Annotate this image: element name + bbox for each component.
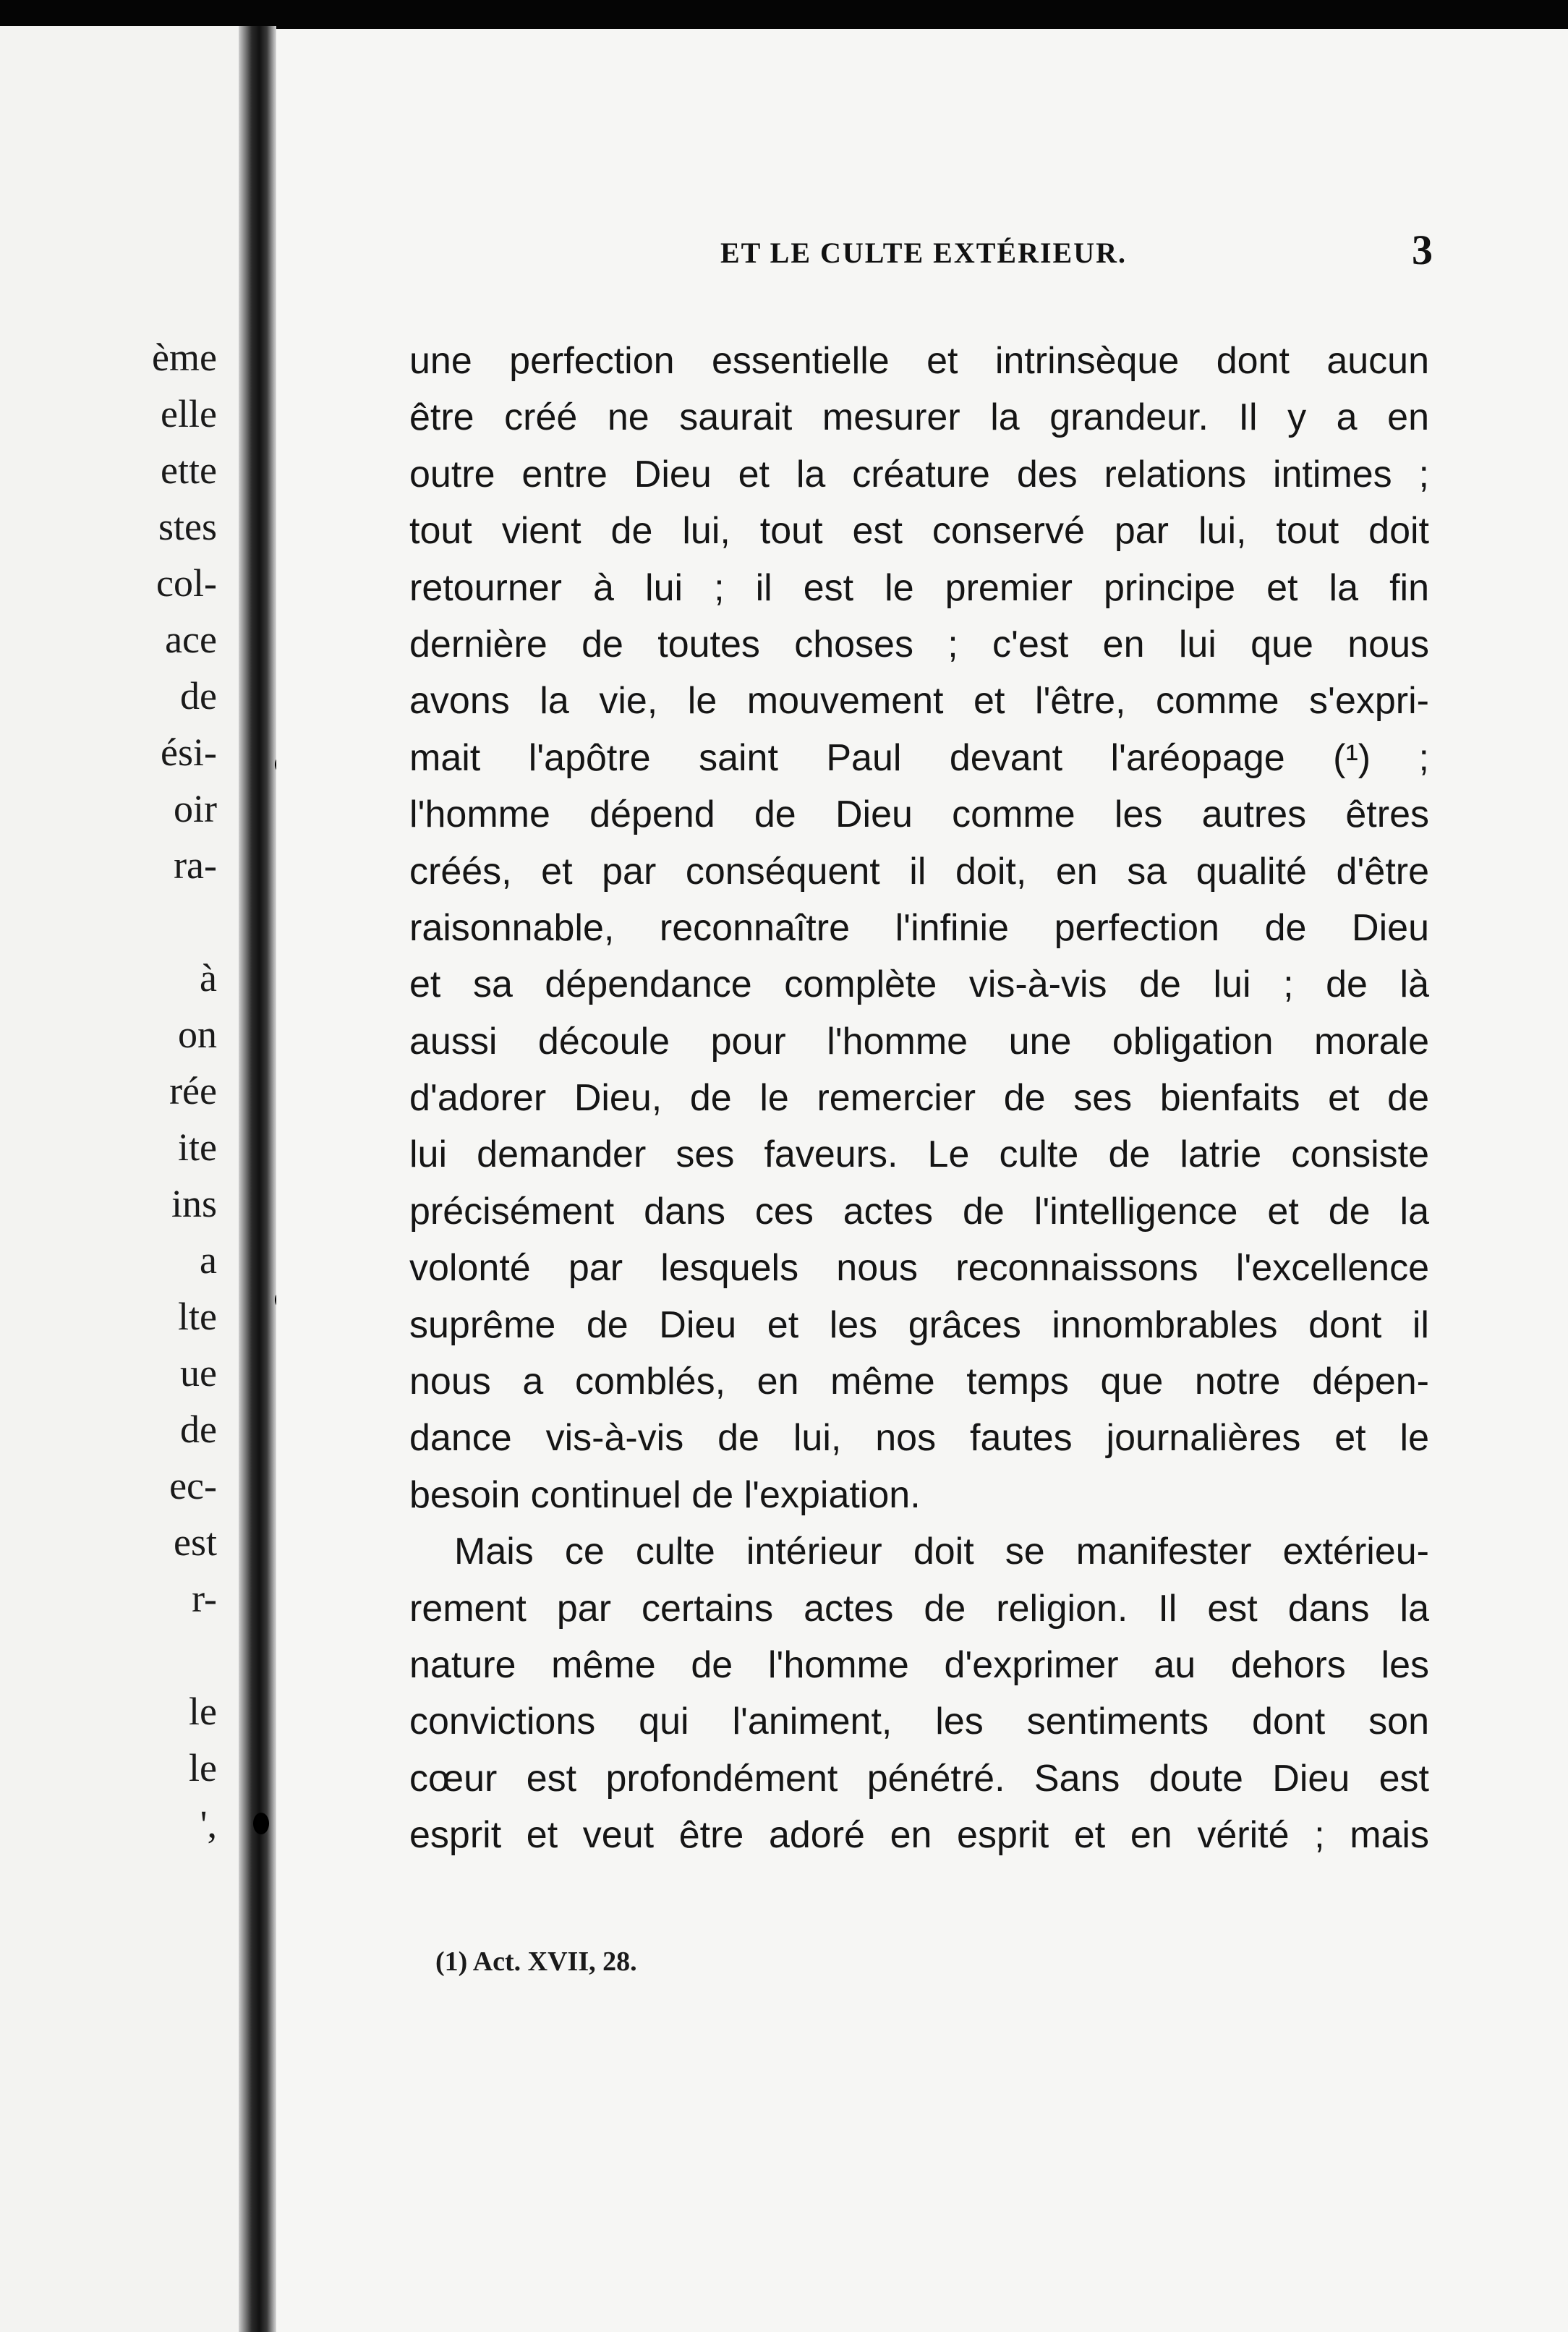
text-line: l'homme dépend de Dieu comme les autres êtres	[409, 793, 1429, 836]
text-line: esprit et veut être adoré en esprit et en vérité ; mais	[409, 1814, 1429, 1857]
left-fragment: lte	[178, 1295, 217, 1338]
left-fragment: ins	[171, 1182, 217, 1225]
text-line: d'adorer Dieu, de le remercier de ses bienfaits et de	[409, 1077, 1429, 1120]
text-line: outre entre Dieu et la créature des relations intimes ;	[409, 453, 1429, 495]
left-fragment: ite	[178, 1125, 217, 1169]
text-line: avons la vie, le mouvement et l'être, comme s'expri-	[409, 680, 1429, 723]
running-head: ET LE CULTE EXTÉRIEUR.	[720, 237, 1127, 269]
left-fragment: de	[180, 1408, 217, 1451]
text-line: raisonnable, reconnaître l'infinie perfection de Dieu	[409, 906, 1429, 949]
left-fragment: ue	[180, 1351, 217, 1395]
scan-top-border	[0, 0, 1568, 29]
text-line: nature même de l'homme d'exprimer au dehors les	[409, 1643, 1429, 1686]
text-line: précisément dans ces actes de l'intelligence et de la	[409, 1190, 1429, 1233]
left-fragment: ème	[152, 336, 217, 379]
left-fragment: on	[178, 1013, 217, 1056]
text-line: et sa dépendance complète vis-à-vis de lui ; de là	[409, 963, 1429, 1006]
paragraph-first-line: Mais ce culte intérieur doit se manifester extérieu-	[454, 1531, 1429, 1573]
text-line: mait l'apôtre saint Paul devant l'aréopage (¹) ;	[409, 736, 1429, 779]
left-fragment: ace	[165, 618, 217, 661]
text-line: dance vis-à-vis de lui, nos fautes journalières et le	[409, 1417, 1429, 1460]
text-line: convictions qui l'animent, les sentiments dont son	[409, 1701, 1429, 1743]
text-line: une perfection essentielle et intrinsèque dont aucun	[409, 340, 1429, 382]
text-line: dernière de toutes choses ; c'est en lui que nous	[409, 623, 1429, 665]
text-line: aussi découle pour l'homme une obligation morale	[409, 1020, 1429, 1063]
spine-mark	[253, 1813, 269, 1834]
left-fragment: à	[200, 956, 217, 1000]
text-line: besoin continuel de l'expiation.	[409, 1473, 921, 1516]
left-fragment: stes	[158, 505, 217, 548]
left-fragment: le	[189, 1690, 217, 1733]
text-line: créés, et par conséquent il doit, en sa qualité d'être	[409, 850, 1429, 893]
text-line: volonté par lesquels nous reconnaissons l'excellence	[409, 1247, 1429, 1290]
left-fragment: r-	[192, 1577, 217, 1620]
text-line: suprême de Dieu et les grâces innombrables dont il	[409, 1303, 1429, 1346]
left-page-fragment	[0, 26, 239, 2332]
left-fragment: rée	[169, 1069, 217, 1112]
left-fragment: col-	[156, 561, 217, 605]
page-number: 3	[1412, 226, 1433, 273]
text-line: cœur est profondément pénétré. Sans doute Dieu est	[409, 1757, 1429, 1800]
book-spine-gutter	[239, 26, 276, 2332]
text-line: être créé ne saurait mesurer la grandeur. Il y a en	[409, 396, 1429, 439]
left-fragment: elle	[161, 392, 217, 435]
left-fragment: le	[189, 1746, 217, 1790]
text-line: lui demander ses faveurs. Le culte de latrie consiste	[409, 1133, 1429, 1176]
text-line: tout vient de lui, tout est conservé par lui, tout doit	[409, 510, 1429, 553]
left-fragment: ette	[161, 448, 217, 492]
left-fragment: a	[200, 1238, 217, 1282]
left-fragment: ési-	[161, 731, 217, 774]
text-line: nous a comblés, en même temps que notre dépen-	[409, 1361, 1429, 1403]
left-fragment: ra-	[174, 843, 217, 887]
left-fragment: de	[180, 674, 217, 718]
left-fragment: est	[174, 1520, 217, 1564]
left-fragment: ',	[200, 1803, 217, 1846]
body-text	[409, 333, 1429, 1864]
left-fragment: oir	[174, 787, 217, 830]
text-line: rement par certains actes de religion. Il est dans la	[409, 1587, 1429, 1630]
right-page	[276, 29, 1568, 2332]
footnote: (1) Act. XVII, 28.	[435, 1946, 637, 1977]
text-line: retourner à lui ; il est le premier principe et la fin	[409, 566, 1429, 609]
left-fragment: ec-	[169, 1464, 217, 1507]
